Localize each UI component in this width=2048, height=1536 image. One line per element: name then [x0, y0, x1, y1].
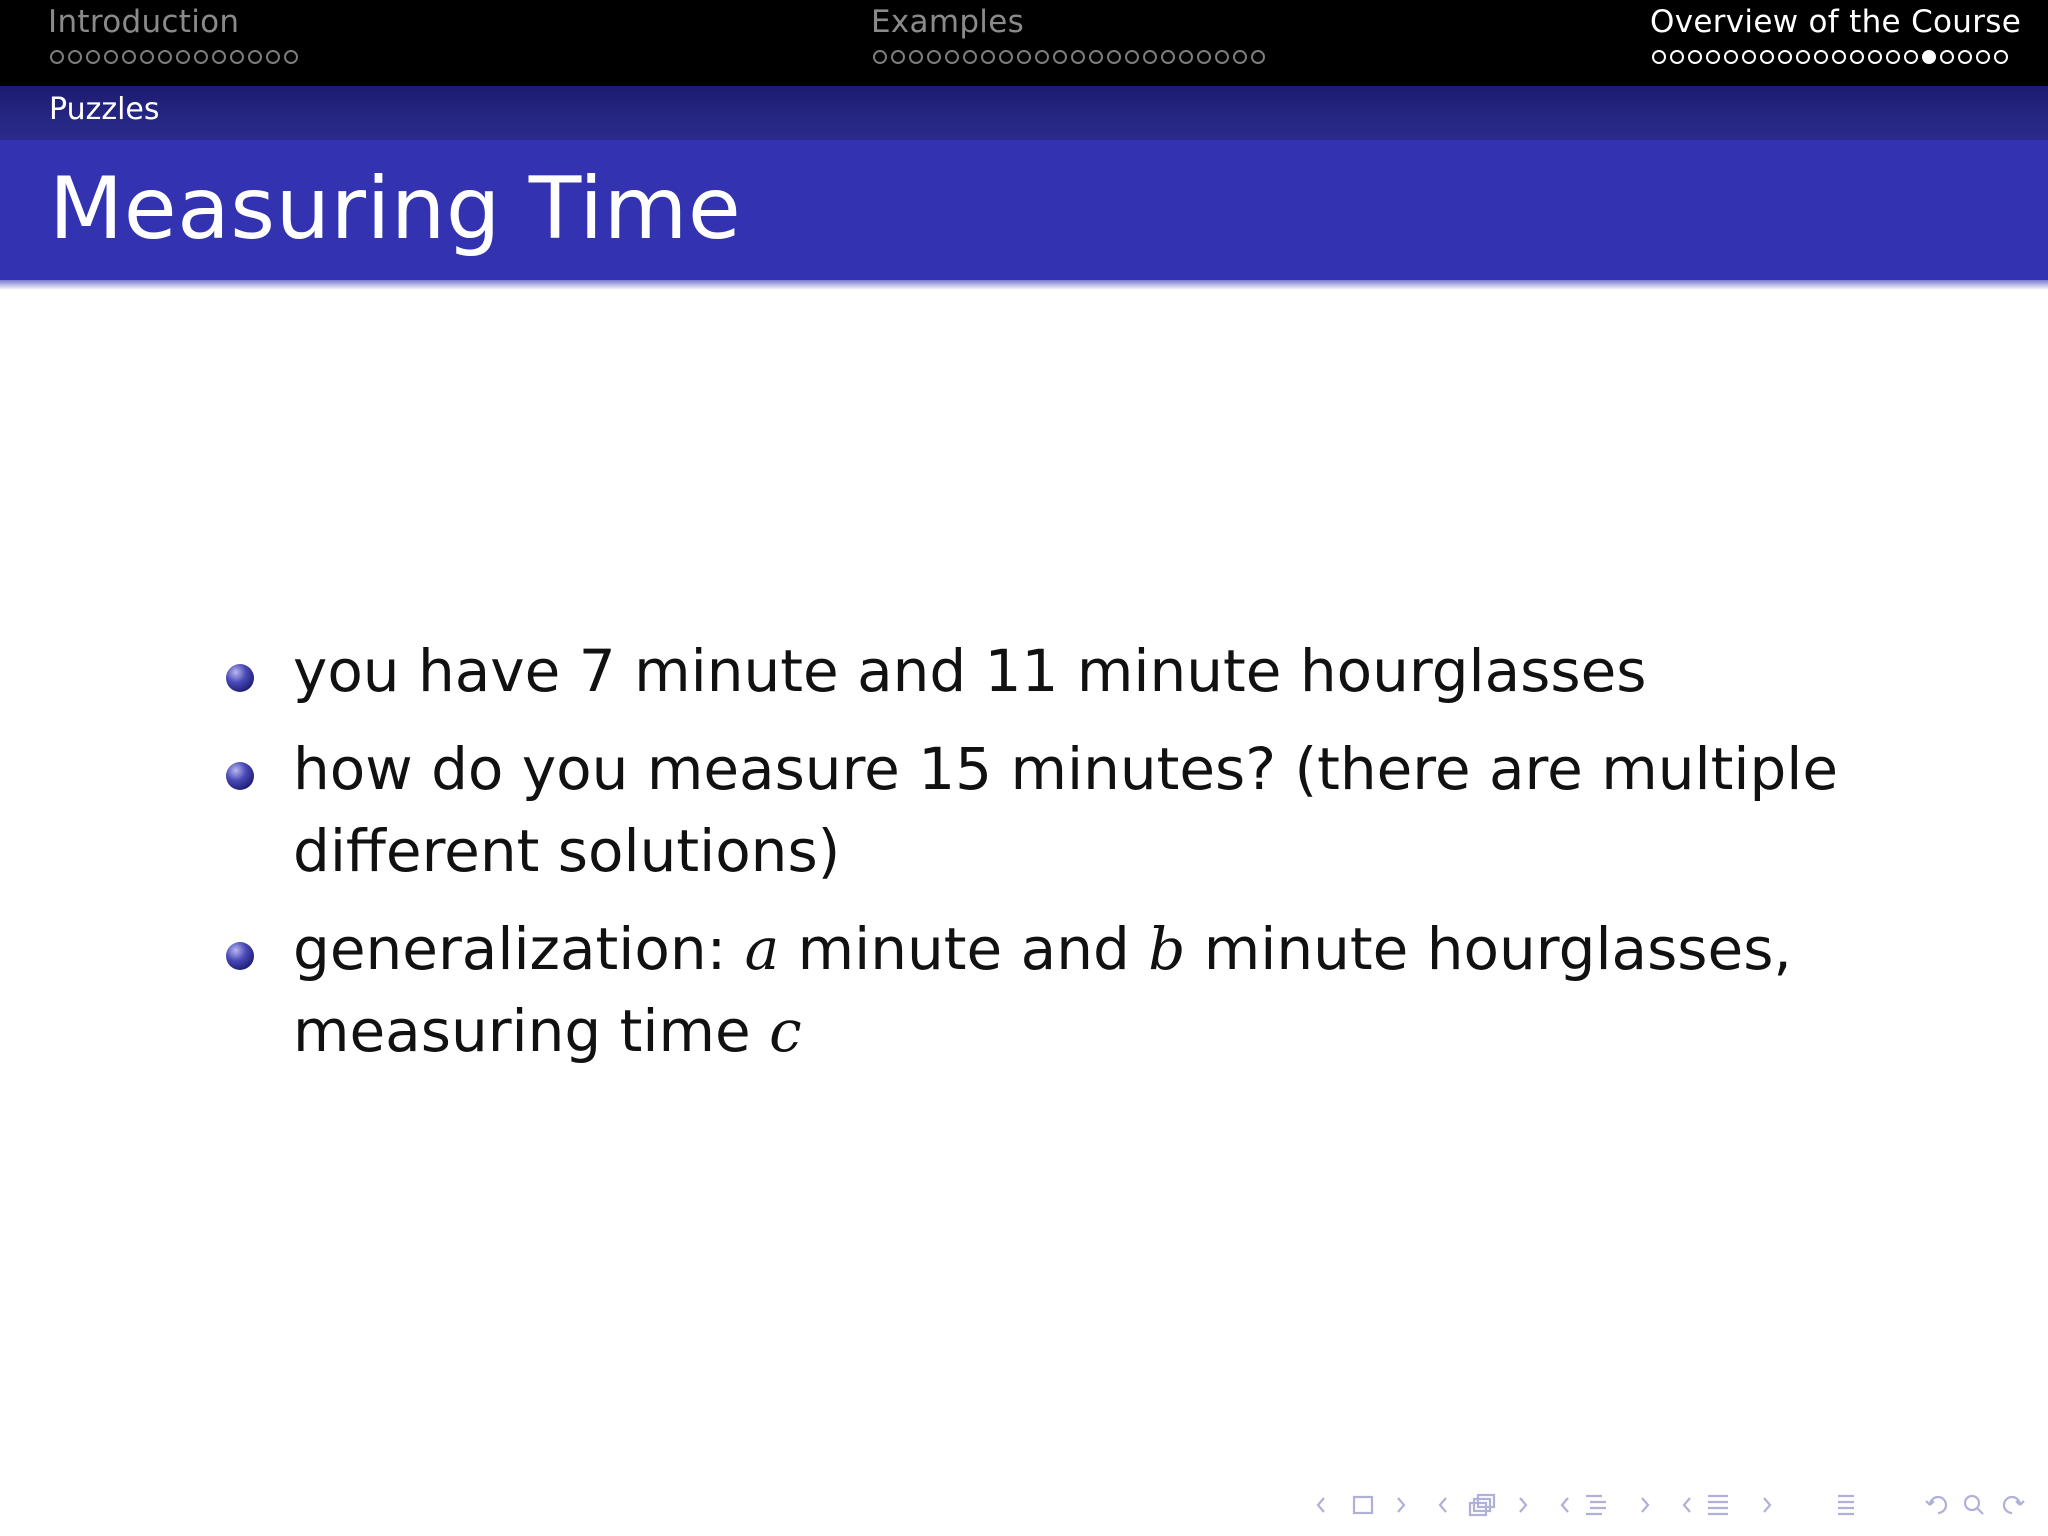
frame-dot[interactable] — [176, 50, 190, 64]
search-icon[interactable] — [1965, 1496, 1983, 1514]
subsection-prev-icon[interactable] — [1562, 1498, 1568, 1512]
frame-dot[interactable] — [1904, 50, 1918, 64]
subsection-next-icon[interactable] — [1642, 1498, 1648, 1512]
bullet-item — [224, 630, 1864, 712]
frame-dot[interactable] — [1233, 50, 1247, 64]
math-variable-a: a — [744, 915, 780, 983]
slide-next-icon[interactable] — [1398, 1498, 1404, 1512]
frame-dot[interactable] — [1850, 50, 1864, 64]
frame-dot[interactable] — [1886, 50, 1900, 64]
frame-dot[interactable] — [1796, 50, 1810, 64]
frame-dot[interactable] — [1197, 50, 1211, 64]
frame-dot[interactable] — [1706, 50, 1720, 64]
frame-dot[interactable] — [212, 50, 226, 64]
frame-dot[interactable] — [1053, 50, 1067, 64]
math-variable-b: b — [1148, 915, 1186, 983]
frame-dot[interactable] — [1071, 50, 1085, 64]
bullet-list — [224, 630, 1864, 1088]
frame-dot[interactable] — [999, 50, 1013, 64]
navigation-symbols — [1310, 1490, 2030, 1520]
frame-dot[interactable] — [230, 50, 244, 64]
nav-section-label[interactable]: Overview of the Course — [1650, 4, 2022, 40]
frame-title-bar — [0, 140, 2048, 280]
frame-dot[interactable] — [909, 50, 923, 64]
frame-dot[interactable] — [891, 50, 905, 64]
section-navigation-bar — [0, 0, 2048, 86]
frame-dot[interactable] — [68, 50, 82, 64]
subsection-icon[interactable] — [1586, 1496, 1606, 1514]
bullet-ball-icon — [226, 762, 254, 790]
frame-dot[interactable] — [1107, 50, 1121, 64]
frame-dot[interactable] — [122, 50, 136, 64]
bullet-ball-icon — [226, 942, 254, 970]
frame-dot[interactable] — [248, 50, 262, 64]
frame-dot[interactable] — [1161, 50, 1175, 64]
frame-dot[interactable] — [1017, 50, 1031, 64]
frame-dots — [1652, 50, 2008, 64]
frame-dot[interactable] — [1760, 50, 1774, 64]
frame-dot[interactable] — [1814, 50, 1828, 64]
subsection-label[interactable]: Puzzles — [49, 92, 160, 127]
frame-dot[interactable] — [1089, 50, 1103, 64]
bullet-text-mid: minute hourglasses, measuring time — [293, 915, 1792, 1065]
frame-dot[interactable] — [963, 50, 977, 64]
frame-dot[interactable] — [158, 50, 172, 64]
frame-title: Measuring Time — [49, 159, 742, 259]
frame-dot[interactable] — [1742, 50, 1756, 64]
bullet-text: you have 7 minute and 11 minute hourglasses — [293, 637, 1647, 705]
frame-dots — [873, 50, 1265, 64]
section-next-icon[interactable] — [1764, 1498, 1770, 1512]
frame-dot[interactable] — [1868, 50, 1882, 64]
frame-dot[interactable] — [1179, 50, 1193, 64]
frame-dot[interactable] — [1832, 50, 1846, 64]
frame-dot[interactable] — [1994, 50, 2008, 64]
slide-icon[interactable] — [1354, 1497, 1372, 1513]
frame-dot[interactable] — [50, 50, 64, 64]
document-icon[interactable] — [1838, 1496, 1854, 1514]
frame-dot[interactable] — [1143, 50, 1157, 64]
nav-section-label[interactable]: Introduction — [48, 4, 240, 40]
frame-next-icon[interactable] — [1520, 1498, 1526, 1512]
frame-dot[interactable] — [1125, 50, 1139, 64]
frame-dot[interactable] — [194, 50, 208, 64]
frame-dot[interactable] — [1778, 50, 1792, 64]
frame-dot[interactable] — [1724, 50, 1738, 64]
section-prev-icon[interactable] — [1684, 1498, 1690, 1512]
bullet-item — [224, 728, 1864, 892]
frame-dot[interactable] — [873, 50, 887, 64]
frame-dot[interactable] — [1670, 50, 1684, 64]
math-variable-c: c — [769, 997, 802, 1065]
bullet-ball-icon — [226, 664, 254, 692]
frame-dot[interactable] — [1035, 50, 1049, 64]
frame-dots — [50, 50, 298, 64]
title-shadow — [0, 280, 2048, 290]
subsection-bar — [0, 86, 2048, 140]
frame-dot[interactable] — [1215, 50, 1229, 64]
frame-dot[interactable] — [1688, 50, 1702, 64]
bullet-text-mid: minute and — [779, 915, 1149, 983]
frame-dot[interactable] — [1251, 50, 1265, 64]
frame-dot[interactable] — [945, 50, 959, 64]
bullet-text-prefix: generalization: — [293, 915, 745, 983]
frame-icon[interactable] — [1470, 1495, 1494, 1515]
back-icon[interactable] — [1926, 1497, 1946, 1513]
frame-dot[interactable] — [927, 50, 941, 64]
slide-prev-icon[interactable] — [1318, 1498, 1324, 1512]
frame-dot[interactable] — [140, 50, 154, 64]
frame-dot[interactable] — [1976, 50, 1990, 64]
frame-dot[interactable] — [104, 50, 118, 64]
section-icon[interactable] — [1708, 1496, 1728, 1514]
frame-dot[interactable] — [266, 50, 280, 64]
frame-dot[interactable] — [1940, 50, 1954, 64]
frame-dot[interactable] — [981, 50, 995, 64]
frame-prev-icon[interactable] — [1440, 1498, 1446, 1512]
bullet-item — [224, 908, 1864, 1072]
frame-dot[interactable] — [86, 50, 100, 64]
nav-section-label[interactable]: Examples — [871, 4, 1025, 40]
current-frame-dot[interactable] — [1922, 50, 1936, 64]
frame-dot[interactable] — [284, 50, 298, 64]
frame-dot[interactable] — [1958, 50, 1972, 64]
forward-icon[interactable] — [2004, 1497, 2024, 1513]
bullet-text: how do you measure 15 minutes? (there are multiple different solutions) — [293, 735, 1839, 885]
frame-dot[interactable] — [1652, 50, 1666, 64]
